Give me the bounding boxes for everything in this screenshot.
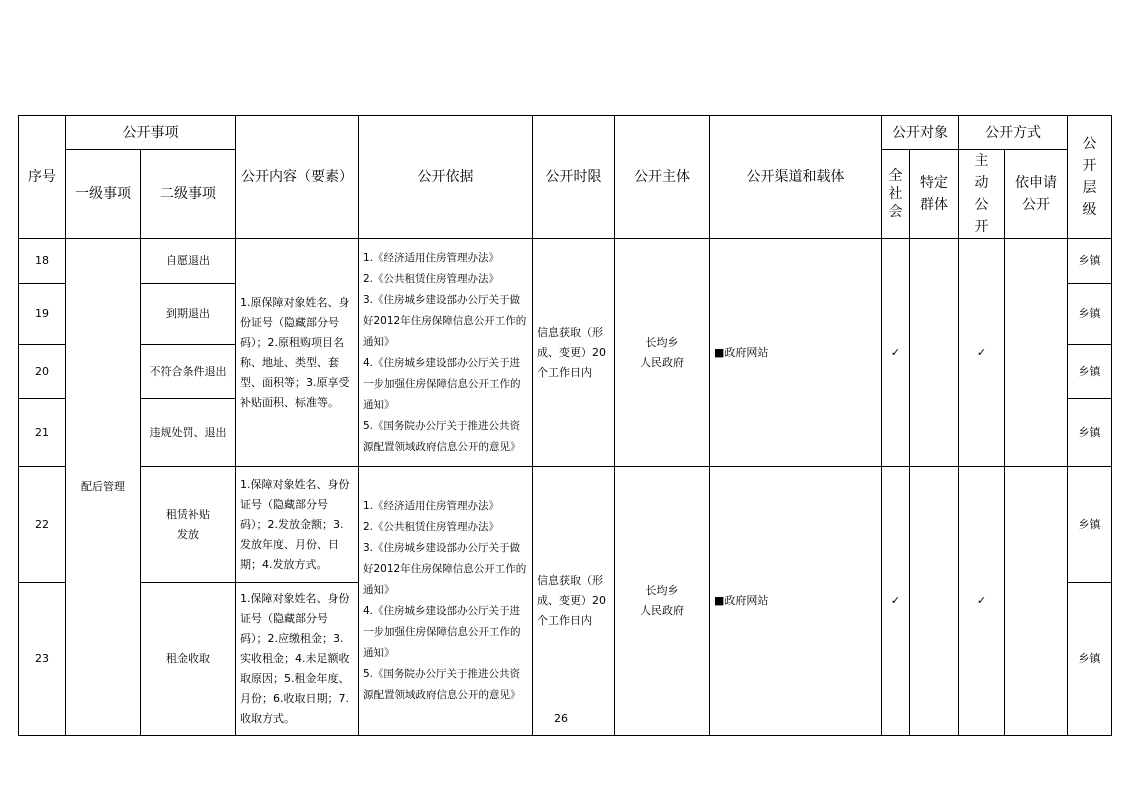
- row-seq: 23: [19, 583, 66, 736]
- content-cell: 1.保障对象姓名、身份证号（隐藏部分号码）；2.应缴租金；3.实收租金；4.未足额收取原因；5.租金年度、月份；6.收取日期；7.收取方式。: [236, 583, 359, 736]
- time-limit-cell: 信息获取（形成、变更）20个工作日内: [533, 467, 615, 736]
- target-specific-cell: [910, 239, 959, 467]
- level2-cell: 违规处罚、退出: [141, 399, 236, 467]
- level1-cell: 配后管理: [66, 239, 141, 736]
- header-target-all: 全社会: [882, 150, 910, 239]
- basis-cell: 1.《经济适用住房管理办法》 2.《公共租赁住房管理办法》 3.《住房城乡建设部办公厅关于做好2012年住房保障信息公开工作的通知》 4.《住房城乡建设部办公厅关于进一步加强住房保障信息公开工作的通知》 5.《国务院办公厅关于推进公共资源配置领域政府信息公开的意见》: [359, 467, 533, 736]
- level2-cell: 租赁补贴 发放: [141, 467, 236, 583]
- row-seq: 20: [19, 345, 66, 399]
- level2-cell: 不符合条件退出: [141, 345, 236, 399]
- content-cell: 1.保障对象姓名、身份证号（隐藏部分号码）；2.发放金额；3.发放年度、月份、日期；4.发放方式。: [236, 467, 359, 583]
- header-method-request: 依申请公开: [1005, 150, 1068, 239]
- subject-cell: 长均乡 人民政府: [615, 467, 710, 736]
- subject-cell: 长均乡 人民政府: [615, 239, 710, 467]
- level-cell: 乡镇: [1068, 467, 1112, 583]
- row-seq: 19: [19, 284, 66, 345]
- header-time-limit: 公开时限: [533, 116, 615, 239]
- header-subject: 公开主体: [615, 116, 710, 239]
- header-level2: 二级事项: [141, 150, 236, 239]
- target-specific-cell: [910, 467, 959, 736]
- level-cell: 乡镇: [1068, 284, 1112, 345]
- page-number: 26: [554, 712, 568, 725]
- row-seq: 22: [19, 467, 66, 583]
- header-level: 公开层级: [1068, 116, 1112, 239]
- disclosure-table: [18, 115, 1112, 736]
- row-seq: 18: [19, 239, 66, 284]
- header-channel: 公开渠道和载体: [710, 116, 882, 239]
- header-target: 公开对象: [882, 116, 959, 150]
- channel-cell: ■政府网站: [710, 239, 882, 467]
- header-seq: 序号: [19, 116, 66, 239]
- header-content: 公开内容（要素）: [236, 116, 359, 239]
- header-matters: 公开事项: [66, 116, 236, 150]
- header-basis: 公开依据: [359, 116, 533, 239]
- level2-cell: 自愿退出: [141, 239, 236, 284]
- level-cell: 乡镇: [1068, 399, 1112, 467]
- level-cell: 乡镇: [1068, 345, 1112, 399]
- level2-cell: 到期退出: [141, 284, 236, 345]
- level2-cell: 租金收取: [141, 583, 236, 736]
- method-request-cell: [1005, 467, 1068, 736]
- check-active: ✓: [959, 467, 1005, 736]
- basis-cell: 1.《经济适用住房管理办法》 2.《公共租赁住房管理办法》 3.《住房城乡建设部办公厅关于做好2012年住房保障信息公开工作的通知》 4.《住房城乡建设部办公厅关于进一步加强住房保障信息公开工作的通知》 5.《国务院办公厅关于推进公共资源配置领域政府信息公开的意见》: [359, 239, 533, 467]
- method-request-cell: [1005, 239, 1068, 467]
- content-cell: 1.原保障对象姓名、身份证号（隐藏部分号码）；2.原租购项目名称、地址、类型、套型、面积等；3.原享受补贴面积、标准等。: [236, 239, 359, 467]
- level-cell: 乡镇: [1068, 583, 1112, 736]
- check-all-society: ✓: [882, 467, 910, 736]
- check-active: ✓: [959, 239, 1005, 467]
- level-cell: 乡镇: [1068, 239, 1112, 284]
- header-method-active: 主动公开: [959, 150, 1005, 239]
- channel-cell: ■政府网站: [710, 467, 882, 736]
- header-method: 公开方式: [959, 116, 1068, 150]
- header-level1: 一级事项: [66, 150, 141, 239]
- header-target-specific: 特定群体: [910, 150, 959, 239]
- time-limit-cell: 信息获取（形成、变更）20个工作日内: [533, 239, 615, 467]
- check-all-society: ✓: [882, 239, 910, 467]
- row-seq: 21: [19, 399, 66, 467]
